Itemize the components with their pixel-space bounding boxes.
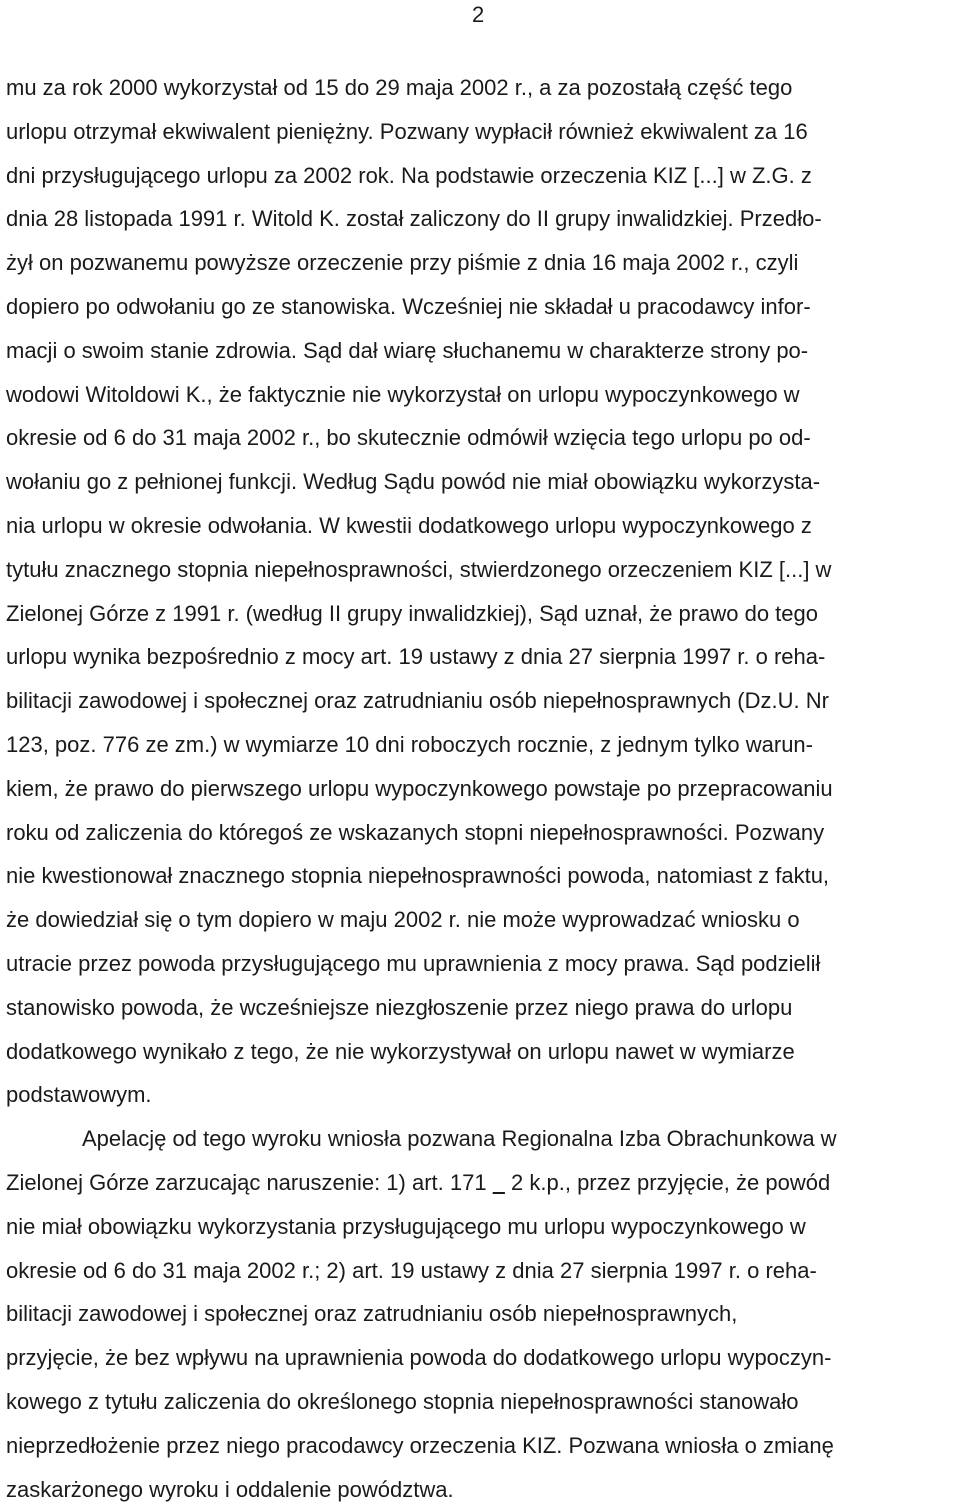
text-line: Apelację od tego wyroku wniosła pozwana Regionalna Izba Obrachunkowa w (6, 1117, 956, 1161)
text-line: wodowi Witoldowi K., że faktycznie nie wykorzystał on urlopu wypoczynkowego w (6, 373, 956, 417)
text-line: okresie od 6 do 31 maja 2002 r.; 2) art. 19 ustawy z dnia 27 sierpnia 1997 r. o reha- (6, 1249, 956, 1293)
document-body (6, 66, 956, 1511)
text-line: nie kwestionował znacznego stopnia niepełnosprawności powoda, natomiast z faktu, (6, 854, 956, 898)
text-line: kowego z tytułu zaliczenia do określonego stopnia niepełnosprawności stanowało (6, 1380, 956, 1424)
text-line: przyjęcie, że bez wpływu na uprawnienia powoda do dodatkowego urlopu wypoczyn- (6, 1336, 956, 1380)
text-line: macji o swoim stanie zdrowia. Sąd dał wiarę słuchanemu w charakterze strony po- (6, 329, 956, 373)
text-line: bilitacji zawodowej i społecznej oraz zatrudnianiu osób niepełnosprawnych (Dz.U. Nr (6, 679, 956, 723)
text-line: żył on pozwanemu powyższe orzeczenie przy piśmie z dnia 16 maja 2002 r., czyli (6, 241, 956, 285)
text-line: że dowiedział się o tym dopiero w maju 2002 r. nie może wyprowadzać wniosku o (6, 898, 956, 942)
text-line: dnia 28 listopada 1991 r. Witold K. został zaliczony do II grupy inwalidzkiej. Przedło- (6, 197, 956, 241)
text-line: Zielonej Górze z 1991 r. (według II grupy inwalidzkiej), Sąd uznał, że prawo do tego (6, 592, 956, 636)
text-line: utracie przez powoda przysługującego mu uprawnienia z mocy prawa. Sąd podzielił (6, 942, 956, 986)
text-line: dni przysługującego urlopu za 2002 rok. Na podstawie orzeczenia KIZ [...] w Z.G. z (6, 154, 956, 198)
text-line: mu za rok 2000 wykorzystał od 15 do 29 maja 2002 r., a za pozostałą część tego (6, 66, 956, 110)
text-line: dopiero po odwołaniu go ze stanowiska. Wcześniej nie składał u pracodawcy infor- (6, 285, 956, 329)
text-line: nieprzedłożenie przez niego pracodawcy orzeczenia KIZ. Pozwana wniosła o zmianę (6, 1424, 956, 1468)
text-line: urlopu otrzymał ekwiwalent pieniężny. Pozwany wypłacił również ekwiwalent za 16 (6, 110, 956, 154)
text-segment: Zielonej Górze zarzucając naruszenie: 1) art. 171 (6, 1170, 493, 1195)
text-line: kiem, że prawo do pierwszego urlopu wypoczynkowego powstaje po przepracowaniu (6, 767, 956, 811)
text-line (6, 1161, 956, 1205)
text-line: okresie od 6 do 31 maja 2002 r., bo skutecznie odmówił wzięcia tego urlopu po od- (6, 416, 956, 460)
text-line: roku od zaliczenia do któregoś ze wskazanych stopni niepełnosprawności. Pozwany (6, 811, 956, 855)
page-number: 2 (472, 2, 484, 28)
text-line: podstawowym. (6, 1073, 956, 1117)
section-sign-placeholder (493, 1170, 505, 1195)
text-line: wołaniu go z pełnionej funkcji. Według Sądu powód nie miał obowiązku wykorzysta- (6, 460, 956, 504)
text-line: zaskarżonego wyroku i oddalenie powództwa. (6, 1468, 956, 1511)
text-segment: 2 k.p., przez przyjęcie, że powód (505, 1170, 830, 1195)
paragraph-2 (6, 1117, 956, 1511)
text-line: dodatkowego wynikało z tego, że nie wykorzystywał on urlopu nawet w wymiarze (6, 1030, 956, 1074)
text-line: urlopu wynika bezpośrednio z mocy art. 19 ustawy z dnia 27 sierpnia 1997 r. o reha- (6, 635, 956, 679)
text-line: nia urlopu w okresie odwołania. W kwestii dodatkowego urlopu wypoczynkowego z (6, 504, 956, 548)
paragraph-1 (6, 66, 956, 1117)
text-line: nie miał obowiązku wykorzystania przysługującego mu urlopu wypoczynkowego w (6, 1205, 956, 1249)
text-line: stanowisko powoda, że wcześniejsze niezgłoszenie przez niego prawa do urlopu (6, 986, 956, 1030)
text-line: bilitacji zawodowej i społecznej oraz zatrudnianiu osób niepełnosprawnych, (6, 1292, 956, 1336)
text-line: tytułu znacznego stopnia niepełnosprawności, stwierdzonego orzeczeniem KIZ [...] w (6, 548, 956, 592)
text-line: 123, poz. 776 ze zm.) w wymiarze 10 dni roboczych rocznie, z jednym tylko warun- (6, 723, 956, 767)
